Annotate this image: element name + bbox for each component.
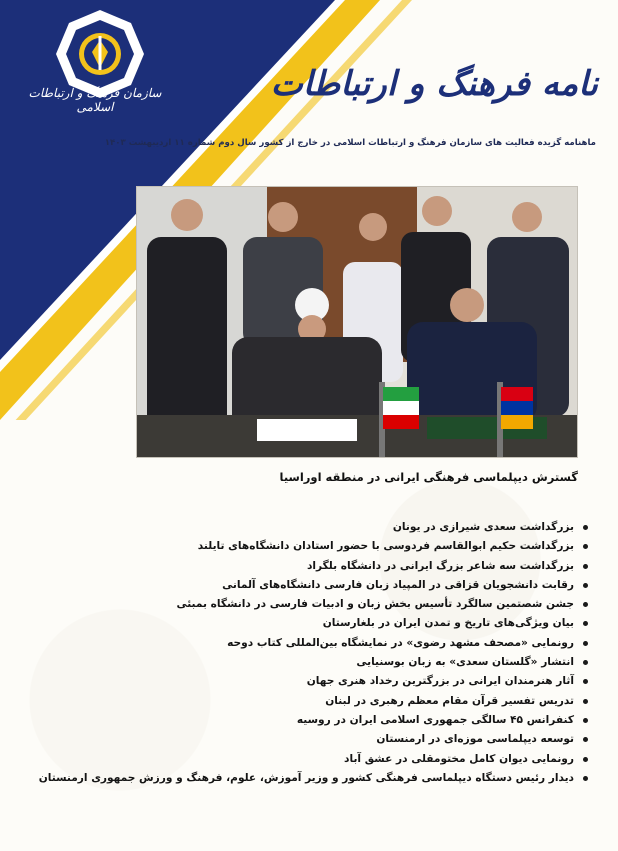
news-item: دیدار رئیس دستگاه دیپلماسی فرهنگی کشور و وزیر آموزش، علوم، فرهنگ و ورزش جمهوری ارمنستان: [118, 769, 588, 788]
news-item: رونمایی دیوان کامل مختومقلی در عشق آباد: [118, 750, 588, 769]
news-item: کنفرانس ۴۵ سالگی جمهوری اسلامی ایران در روسیه: [118, 711, 588, 730]
news-item: توسعه دیپلماسی موزه‌ای در ارمنستان: [118, 730, 588, 749]
news-item: بزرگداشت حکیم ابوالقاسم فردوسی با حضور استادان دانشگاه‌های تایلند: [118, 537, 588, 556]
news-item: بزرگداشت سه شاعر بزرگ ایرانی در دانشگاه بلگراد: [118, 557, 588, 576]
news-item: رونمایی «مصحف مشهد رضوی» در نمایشگاه بین‌المللی کتاب دوحه: [118, 634, 588, 653]
news-item: رقابت دانشجویان قزاقی در المپیاد زبان فارسی دانشگاه‌های آلمانی: [118, 576, 588, 595]
photo-caption: گسترش دیپلماسی فرهنگی ایرانی در منطقه اوراسیا: [279, 470, 578, 484]
news-item: تدریس تفسیر قرآن مقام معظم رهبری در لبنان: [118, 692, 588, 711]
news-item: جشن شصتمین سالگرد تأسیس بخش زبان و ادبیات فارسی در دانشگاه بمبئی: [118, 595, 588, 614]
news-list: [38, 518, 588, 788]
news-item: بیان ویژگی‌های تاریخ و تمدن ایران در بلغارستان: [118, 614, 588, 633]
signing-ceremony-illustration: [137, 187, 577, 457]
issue-subtitle: ماهنامه گزیده فعالیت های سازمان فرهنگ و ارتباطات اسلامی در خارج از کشور سال دوم شماره ۱۱ اردیبهشت ۱۴۰۳: [104, 138, 596, 148]
organization-name: سازمان فرهنگ و ارتباطات اسلامی: [28, 86, 162, 114]
cover-photo: [136, 186, 578, 458]
news-item: بزرگداشت سعدی شیرازی در یونان: [118, 518, 588, 537]
news-item: انتشار «گلستان سعدی» به زبان بوسنیایی: [118, 653, 588, 672]
magazine-title: نامه فرهنگ و ارتباطات: [270, 64, 598, 104]
news-item: آثار هنرمندان ایرانی در بزرگترین رخداد هنری جهان: [118, 672, 588, 691]
